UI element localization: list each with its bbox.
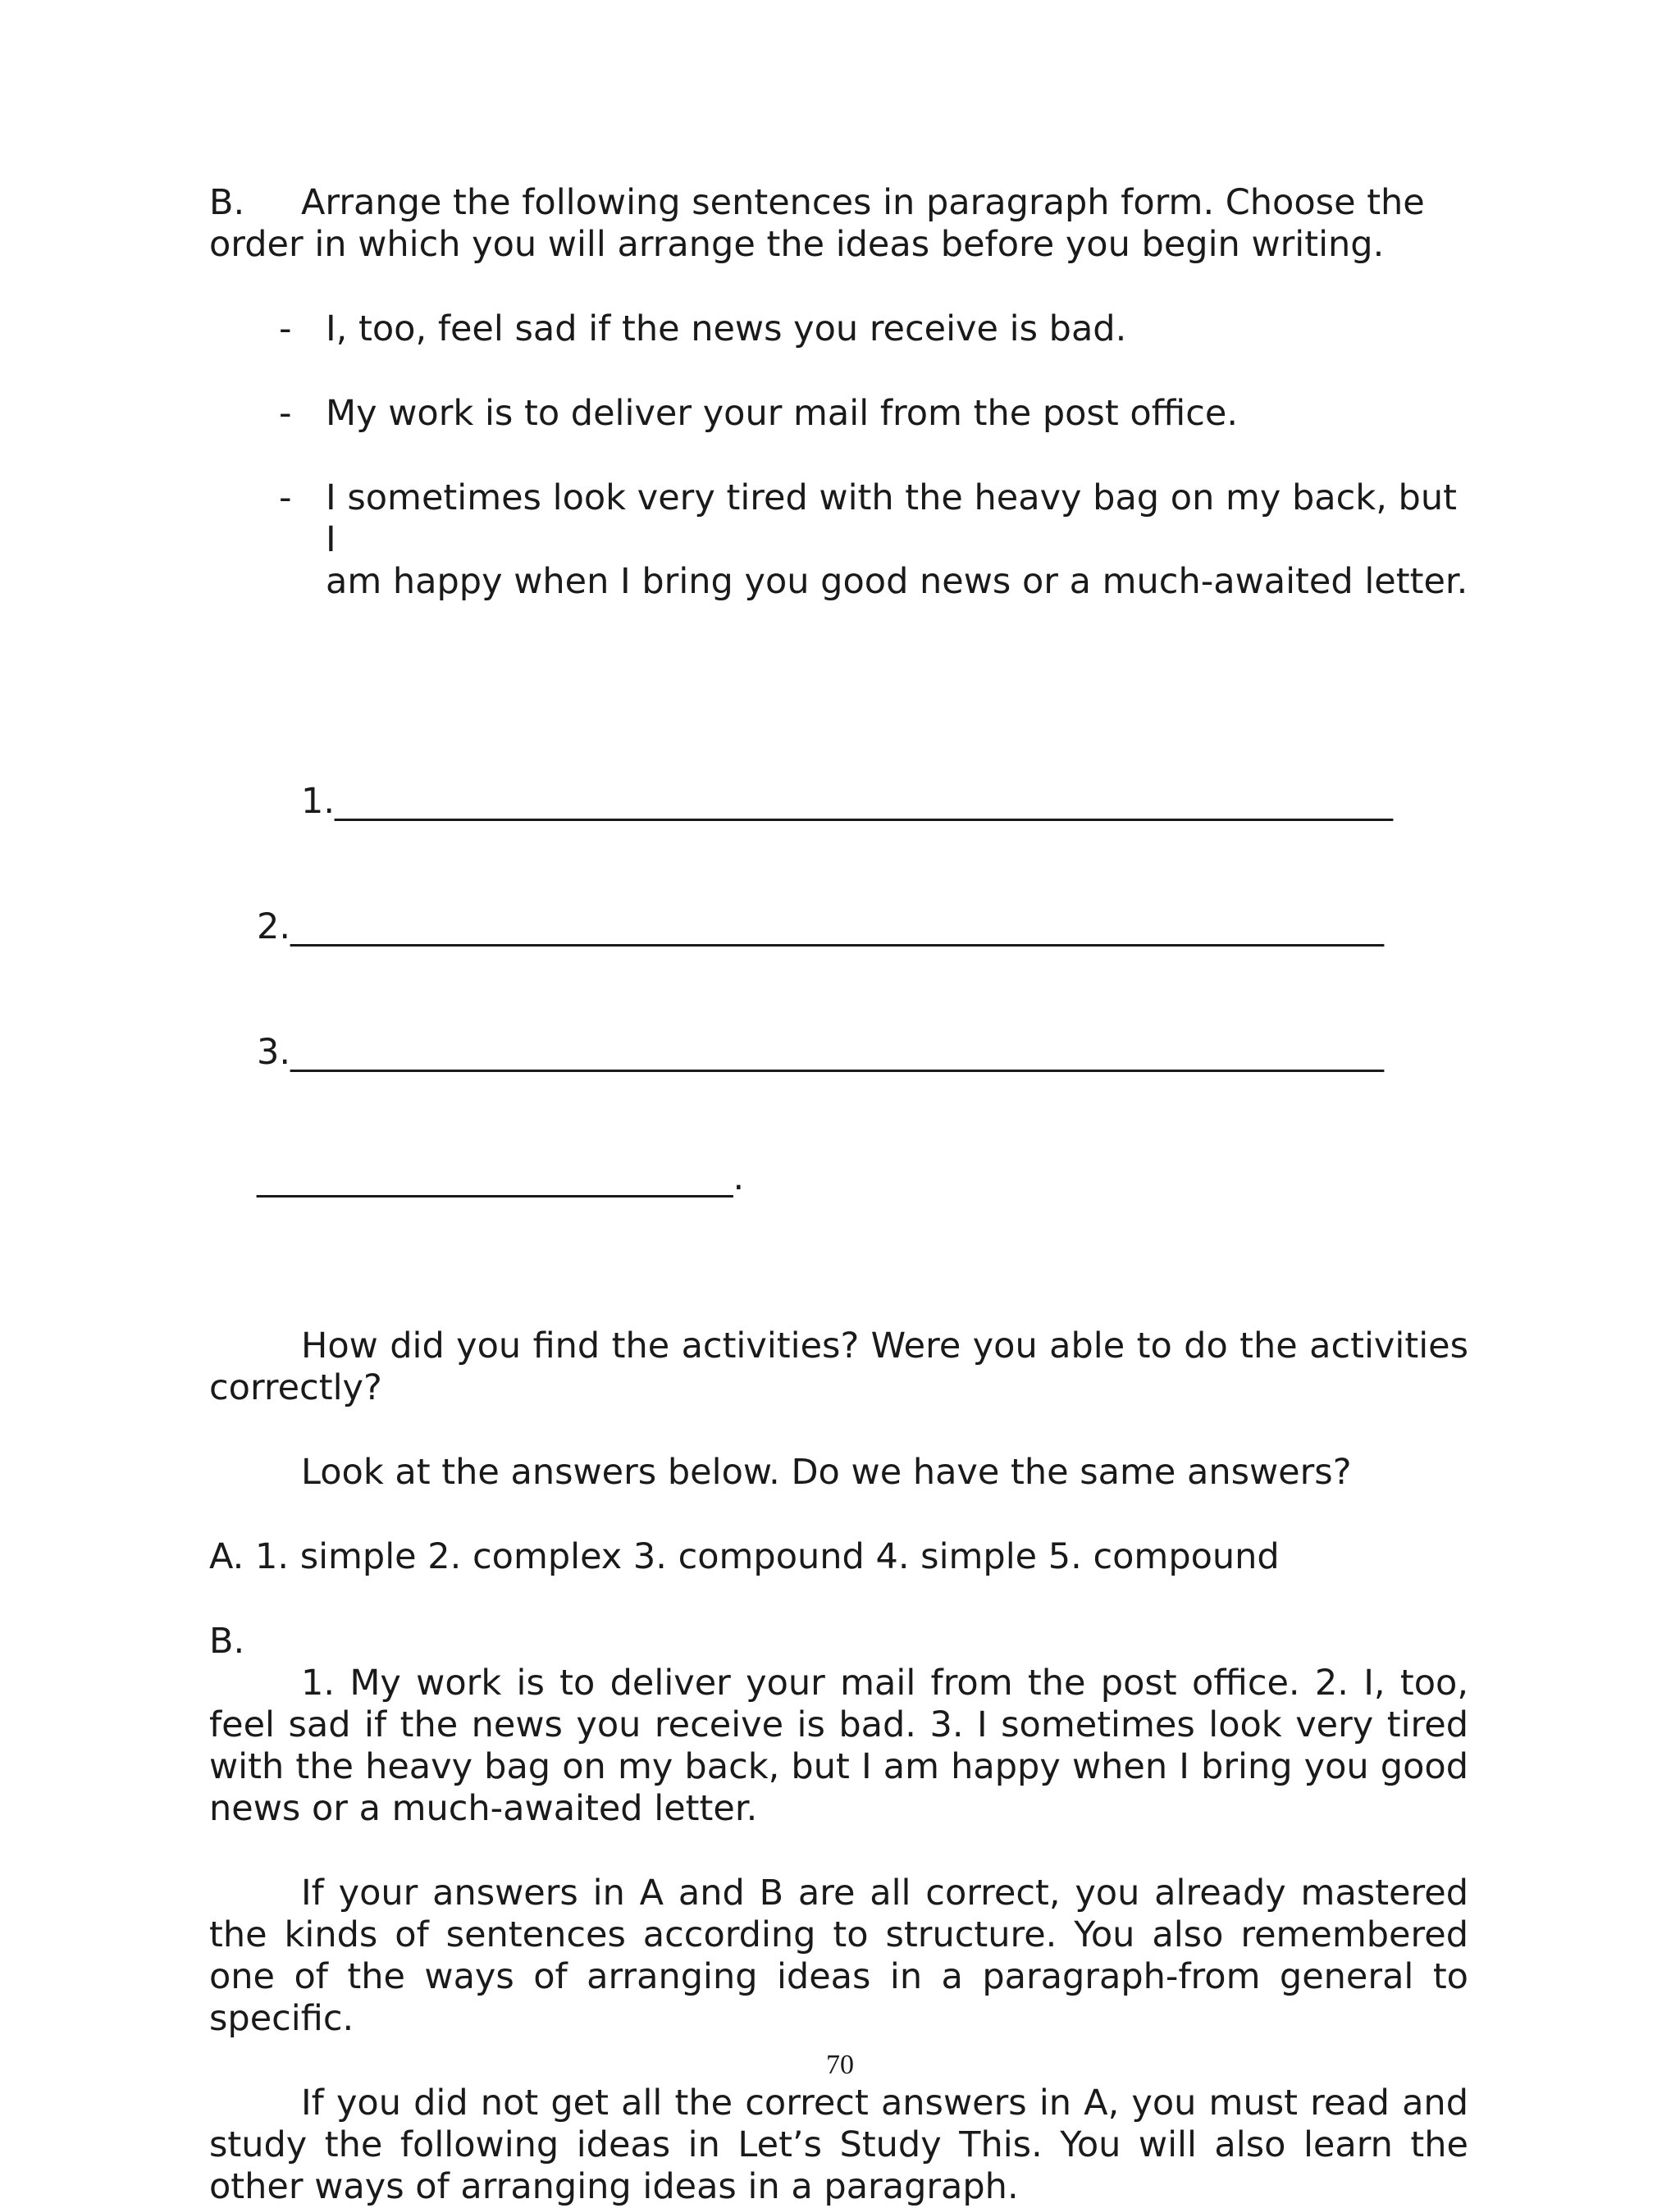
list-item (279, 477, 1468, 603)
blank-line-1[interactable]: 1.____________________________________________________________ (301, 781, 1394, 822)
section-b-instruction (209, 182, 1468, 224)
sentence-text: My work is to deliver your mail from the post office. (326, 393, 1238, 434)
blank-line-continuation[interactable]: ___________________________. (257, 1157, 745, 1198)
instruction-line-1: Arrange the following sentences in paragraph form. Choose the (301, 182, 1425, 223)
bullet-dash: - (279, 477, 292, 518)
sentence-line-1: I sometimes look very tired with the heavy bag on my back, but I (326, 477, 1457, 560)
study-note: If you did not get all the correct answers in A, you must read and study the following ideas in Let’s Study This. You will also learn the other ways of arranging ideas in a paragraph. (209, 2083, 1468, 2207)
sentence-text (326, 477, 1468, 603)
section-b-marker: B. (209, 182, 245, 223)
bullet-dash: - (279, 308, 292, 349)
sentence-line-2: am happy when I bring you good news or a much-awaited letter. (326, 561, 1468, 602)
page-number: 70 (826, 2050, 854, 2080)
question-paragraph: How did you find the activities? Were you able to do the activities correctly? (209, 1325, 1468, 1408)
sentence-list (279, 308, 1468, 603)
list-item (279, 393, 1468, 435)
answers-b-text: 1. My work is to deliver your mail from the post office. 2. I, too, feel sad if the news you receive is bad. 3. I sometimes look very tired with the heavy bag on my back, but I am happy when I bring you good news or a much-awaited letter. (209, 1663, 1468, 1829)
mastery-note: If your answers in A and B are all correct, you already mastered the kinds of sentences according to structure. You also remembered one of the ways of arranging ideas in a paragraph-from general to specific. (209, 1873, 1468, 2039)
sentence-text: I, too, feel sad if the news you receive is bad. (326, 308, 1127, 349)
look-prompt: Look at the answers below. Do we have the same answers? (301, 1452, 1352, 1493)
answer-blanks (209, 697, 1468, 1283)
blank-line-2[interactable]: 2.______________________________________________________________ (257, 906, 1385, 947)
bullet-dash: - (279, 393, 292, 434)
answers-b-label: B. (209, 1621, 245, 1662)
document-page (209, 182, 1468, 2208)
list-item (279, 308, 1468, 350)
answers-a: A. 1. simple 2. complex 3. compound 4. simple 5. compound (209, 1536, 1280, 1577)
instruction-line-2: order in which you will arrange the ideas before you begin writing. (209, 224, 1385, 265)
blank-line-3[interactable]: 3.______________________________________________________________ (257, 1032, 1385, 1073)
